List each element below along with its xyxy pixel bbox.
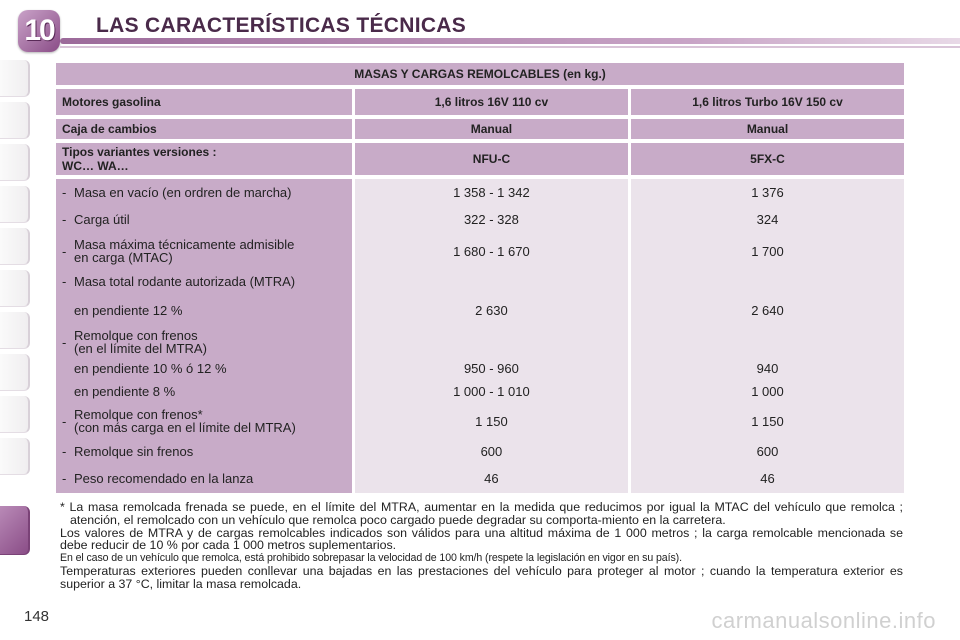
table-row-label	[56, 327, 352, 357]
table-cell-value: 322 - 328	[463, 211, 519, 227]
table-row-label	[56, 463, 352, 493]
table-row-label	[56, 205, 352, 233]
row-label-text: Masa total rodante autorizada (MTRA)	[74, 273, 296, 289]
table-header-text: 5FX-C	[750, 152, 785, 166]
table-cell-value: 2 640	[751, 302, 784, 318]
table-header-text: NFU-C	[472, 152, 511, 166]
table-header-cell	[355, 143, 628, 175]
table-header-cell	[355, 89, 628, 115]
watermark: carmanualsonline.info	[711, 608, 936, 633]
row-bullet: -	[62, 243, 67, 259]
table-row-label	[56, 403, 352, 439]
chapter-badge: 10	[18, 10, 60, 52]
column-labels	[56, 179, 352, 493]
table-cell-value: 1 150	[475, 413, 508, 429]
row-label-text: Remolque sin frenos	[74, 443, 194, 459]
table-cell-value	[355, 269, 628, 293]
row-bullet: -	[62, 413, 67, 429]
table-cell-value: 600	[756, 443, 779, 459]
chapter-tab[interactable]	[0, 270, 30, 307]
note-temperature: Temperaturas exteriores pueden conllevar una bajadas en las prestaciones del vehículo para proteger al motor ; cuando la temperatura exterior es superior a 37 °C, limitar la masa remolcada.	[60, 563, 903, 591]
table-header-label	[56, 119, 352, 139]
table-cell-value: 324	[756, 211, 779, 227]
table-row-label	[56, 269, 352, 293]
column-engine-150	[631, 179, 904, 493]
table-row-label	[56, 357, 352, 379]
table-cell-value	[355, 327, 628, 357]
table-cell-value: 1 150	[751, 413, 784, 429]
table-header-text: Manual	[470, 122, 513, 136]
table-cell-value: 1 000	[751, 383, 784, 399]
header-rule	[60, 38, 960, 44]
table-cell-value: 2 630	[475, 302, 508, 318]
table-header-text: 1,6 litros Turbo 16V 150 cv	[692, 95, 843, 109]
table-cell-value: 950 - 960	[463, 360, 519, 376]
table-cell-value: 1 358 - 1 342	[453, 184, 530, 200]
table-cell-value: 1 680 - 1 670	[453, 243, 530, 259]
row-label-text: en pendiente 8 %	[74, 383, 176, 399]
page-title: LAS CARACTERÍSTICAS TÉCNICAS	[96, 14, 467, 37]
chapter-tab[interactable]	[0, 186, 30, 223]
note-altitude: Los valores de MTRA y de cargas remolcables indicados son válidos para una altitud máxima de 1 000 metros ; la carga remolcable mencionada se debe reducir de 10 % por cada 1 000 metros suplementarios.	[60, 525, 903, 553]
table-header-cell	[355, 119, 628, 139]
row-bullet: -	[62, 211, 67, 227]
note-speed-limit: En el caso de un vehículo que remolca, está prohibido sobrepasar la velocidad de 100 km/h (respete la legislación en vigor en su país).	[60, 552, 682, 565]
table-cell-value	[631, 327, 904, 357]
chapter-tab[interactable]	[0, 144, 30, 181]
table-cell-value: 1 000 - 1 010	[453, 383, 530, 399]
chapter-tab[interactable]	[0, 396, 30, 433]
table-header-row	[56, 143, 904, 175]
table-row-label	[56, 179, 352, 205]
row-label-text: en pendiente 10 % ó 12 %	[74, 360, 227, 376]
row-bullet: -	[62, 334, 67, 350]
row-label-text: Peso recomendado en la lanza	[74, 470, 254, 486]
table-header-text: Manual	[746, 122, 789, 136]
chapter-tab[interactable]	[0, 354, 30, 391]
chapter-tabs	[0, 60, 34, 580]
table-body	[56, 179, 904, 493]
chapter-tab[interactable]	[0, 102, 30, 139]
table-cell-value: 1 700	[751, 243, 784, 259]
table-cell-value: 600	[480, 443, 503, 459]
row-label-text: Remolque con frenos (en el límite del MTRA)	[74, 328, 207, 356]
table-cell-value: 46	[760, 470, 775, 486]
row-bullet: -	[62, 184, 67, 200]
table-cell-value: 46	[484, 470, 499, 486]
table-header-row	[56, 89, 904, 115]
table-header-label	[56, 143, 352, 175]
header-rule-thin	[60, 46, 960, 48]
note-towed-mass: * La masa remolcada frenada se puede, en el límite del MTRA, aumentar en la medida que reducimos por igual la MTAC del vehículo que remolca ; atención, el remolcado con un vehículo que remolca poco cargado puede degradar su comporta-miento en la carretera.	[60, 500, 903, 527]
table-cell-value: 940	[756, 360, 779, 376]
table-header-cell	[631, 89, 904, 115]
notes	[60, 501, 903, 591]
table-header-cell	[631, 119, 904, 139]
row-label-text: Carga útil	[74, 211, 130, 227]
table-cell-value: 1 376	[751, 184, 784, 200]
table-header-label	[56, 89, 352, 115]
chapter-tab-active[interactable]	[0, 506, 30, 555]
table-header-row	[56, 119, 904, 139]
chapter-tab[interactable]	[0, 60, 30, 97]
table-header-text: Motores gasolina	[62, 95, 161, 109]
row-label-text: Masa máxima técnicamente admisible en carga (MTAC)	[74, 237, 295, 265]
chapter-tab[interactable]	[0, 228, 30, 265]
table-title: MASAS Y CARGAS REMOLCABLES (en kg.)	[56, 63, 904, 85]
row-bullet: -	[62, 443, 67, 459]
table-header-text: 1,6 litros 16V 110 cv	[434, 95, 549, 109]
chapter-tab[interactable]	[0, 312, 30, 349]
row-label-text: Remolque con frenos* (con más carga en el límite del MTRA)	[74, 407, 296, 435]
spec-table	[56, 63, 904, 493]
row-bullet: -	[62, 470, 67, 486]
table-header-text: Tipos variantes versiones : WC… WA…	[62, 145, 217, 173]
page-number: 148	[24, 608, 50, 625]
table-row-label	[56, 379, 352, 403]
table-row-label	[56, 233, 352, 269]
row-bullet: -	[62, 273, 67, 289]
row-label-text: Masa en vacío (en ordren de marcha)	[74, 184, 292, 200]
column-engine-110	[355, 179, 628, 493]
chapter-tab[interactable]	[0, 438, 30, 475]
table-row-label	[56, 439, 352, 463]
table-header-cell	[631, 143, 904, 175]
table-header-text: Caja de cambios	[62, 122, 157, 136]
row-label-text: en pendiente 12 %	[74, 302, 183, 318]
table-cell-value	[631, 269, 904, 293]
table-row-label	[56, 293, 352, 327]
